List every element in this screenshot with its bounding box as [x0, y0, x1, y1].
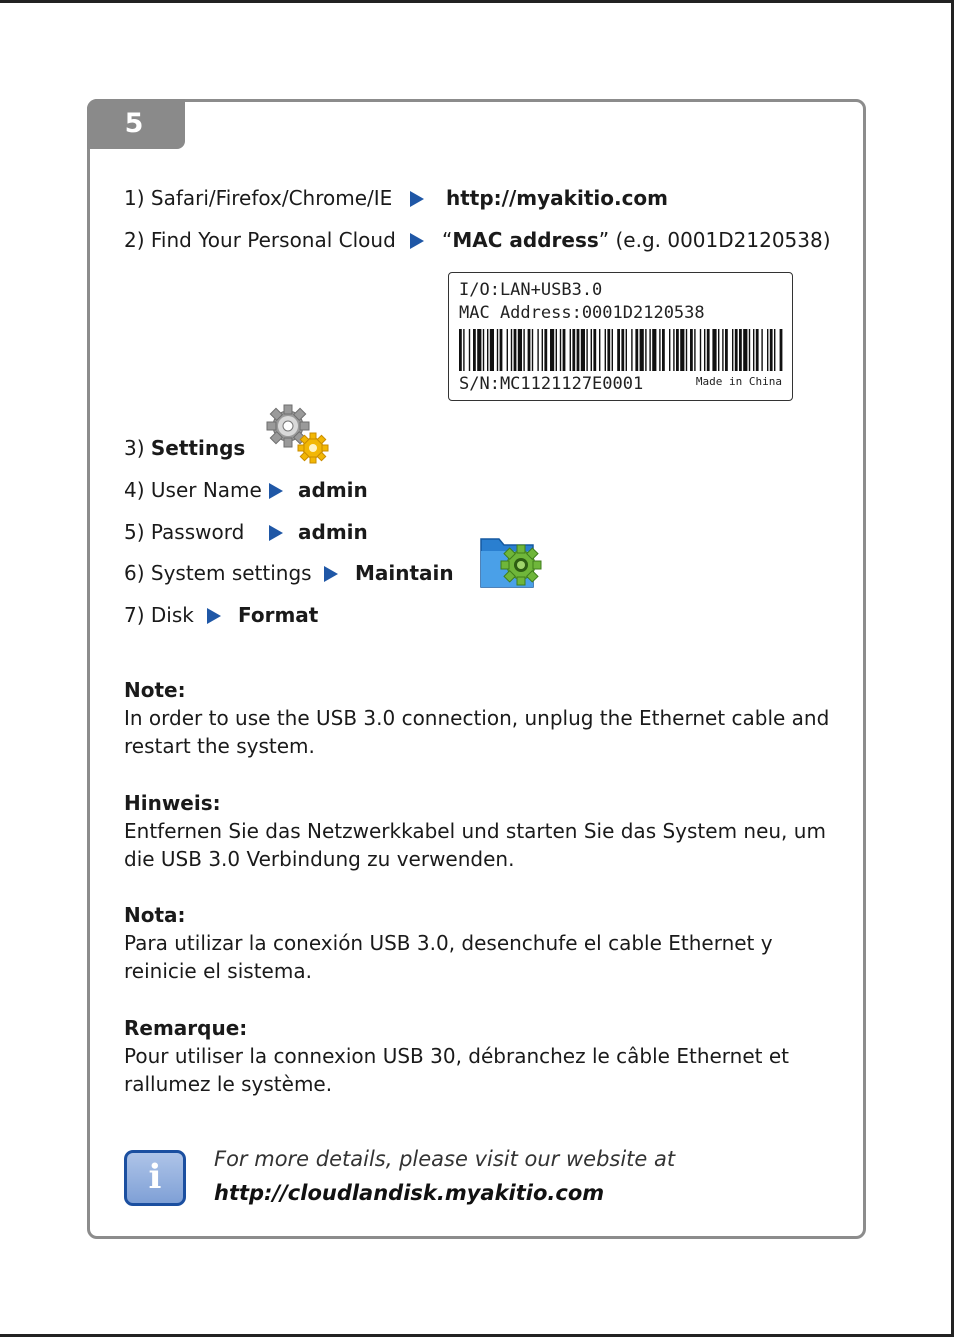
settings-gears-icon	[262, 402, 332, 466]
step-4-username: admin	[298, 478, 368, 502]
barcode	[459, 329, 783, 371]
step-2-label: 2) Find Your Personal Cloud	[124, 228, 396, 252]
step-7-format: Format	[238, 603, 319, 627]
website-link[interactable]: http://cloudlandisk.myakitio.com	[214, 1181, 605, 1205]
label-io: I/O:LAN+USB3.0	[459, 280, 603, 300]
note-title: Nota:	[124, 903, 186, 927]
note-text: Entfernen Sie das Netzwerkkabel und starten Sie das System neu, um die USB 3.0 Verbindung zu verwenden.	[124, 819, 826, 871]
step-5-label: 5) Password	[124, 520, 245, 544]
step-7-label: 7) Disk	[124, 603, 194, 627]
note-text: Para utilizar la conexión USB 3.0, desenchufe el cable Ethernet y reinicie el sistema.	[124, 931, 773, 983]
mac-example: ” (e.g. 0001D2120538)	[598, 228, 831, 252]
device-label-sticker	[448, 272, 793, 401]
arrow-right-icon	[207, 608, 221, 624]
step-1-url[interactable]: http://myakitio.com	[446, 186, 669, 210]
note-french	[124, 1014, 844, 1098]
label-serial: S/N:MC1121127E0001	[459, 374, 644, 394]
note-english	[124, 676, 844, 760]
arrow-right-icon	[410, 233, 424, 249]
info-glyph: i	[148, 1157, 162, 1197]
note-title: Hinweis:	[124, 791, 221, 815]
label-mac: MAC Address:0001D2120538	[459, 303, 705, 323]
info-icon	[124, 1150, 186, 1206]
step-5-password: admin	[298, 520, 368, 544]
arrow-right-icon	[324, 566, 338, 582]
note-german	[124, 789, 844, 873]
mac-address-term: MAC address	[452, 228, 599, 252]
step-3-prefix: 3)	[124, 436, 151, 460]
note-spanish	[124, 901, 844, 985]
step-4-label: 4) User Name	[124, 478, 262, 502]
arrow-right-icon	[269, 525, 283, 541]
step-3-settings: Settings	[150, 436, 246, 460]
arrow-right-icon	[410, 191, 424, 207]
note-title: Note:	[124, 678, 186, 702]
step-6-maintain: Maintain	[355, 561, 454, 585]
note-text: In order to use the USB 3.0 connection, unplug the Ethernet cable and restart the system.	[124, 706, 830, 758]
page-edge-top	[0, 0, 954, 3]
step-3-label	[124, 436, 245, 460]
more-details-text: For more details, please visit our website at	[214, 1147, 676, 1171]
label-made-in: Made in China	[695, 375, 782, 388]
step-1-label: 1) Safari/Firefox/Chrome/IE	[124, 186, 393, 210]
note-text: Pour utiliser la connexion USB 30, débranchez le câble Ethernet et rallumez le système.	[124, 1044, 789, 1096]
arrow-right-icon	[269, 483, 283, 499]
step-6-label: 6) System settings	[124, 561, 312, 585]
step-2-value	[442, 228, 831, 252]
system-folder-gear-icon	[477, 531, 557, 593]
open-quote: “	[442, 228, 453, 252]
step-number-tab: 5	[87, 99, 185, 149]
note-title: Remarque:	[124, 1016, 248, 1040]
